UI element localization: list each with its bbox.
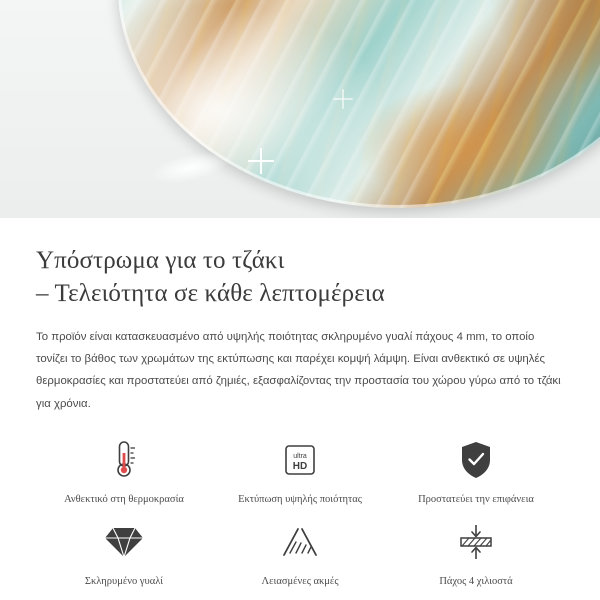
sparkle-icon: [248, 148, 274, 174]
feature-item: [36, 437, 212, 507]
feature-label: Εκτύπωση υψηλής ποιότητας: [238, 493, 362, 505]
headline-line-1: Υπόστρωμα για το τζάκι: [36, 247, 285, 274]
thermometer-icon: [101, 437, 147, 483]
feature-grid: [36, 437, 564, 588]
svg-text:ultra: ultra: [293, 452, 307, 460]
feature-item: [212, 437, 388, 507]
feature-item: [212, 519, 388, 589]
sparkle-icon: [333, 89, 353, 109]
feature-item: [388, 437, 564, 507]
thickness-arrows-icon: [453, 519, 499, 565]
feature-item: [388, 519, 564, 589]
page-title: [36, 244, 564, 310]
content-area: [0, 218, 600, 588]
ultra-hd-icon: [277, 437, 323, 483]
shield-check-icon: [453, 437, 499, 483]
polished-edges-icon: [277, 519, 323, 565]
feature-label: Λειασμένες ακμές: [261, 575, 339, 587]
diamond-icon: [101, 519, 147, 565]
description-paragraph: Το προϊόν είναι κατασκευασμένο από υψηλής ποιότητας σκληρυμένο γυαλί πάχους 4 mm, το οποίο τονίζει το βάθος των χρωμάτων της εκτύπωσης και παρέχει κομψή λάμψη. Είναι ανθεκτικό σε υψηλές θερμοκρασίες και προστατεύει από ζημιές, εξασφαλίζοντας την προστασία του χώρου γύρω από το τζάκι για χρόνια.: [36, 331, 561, 410]
feature-label: Ανθεκτικό στη θερμοκρασία: [64, 493, 184, 505]
hero-image: [0, 0, 600, 218]
feature-label: Προστατεύει την επιφάνεια: [418, 493, 534, 505]
svg-text:HD: HD: [292, 460, 308, 472]
feature-label: Πάχος 4 χιλιοστά: [439, 575, 513, 587]
feature-item: [36, 519, 212, 589]
headline-line-2: – Τελειότητα σε κάθε λεπτομέρεια: [36, 280, 385, 307]
feature-label: Σκληρυμένο γυαλί: [84, 575, 164, 587]
